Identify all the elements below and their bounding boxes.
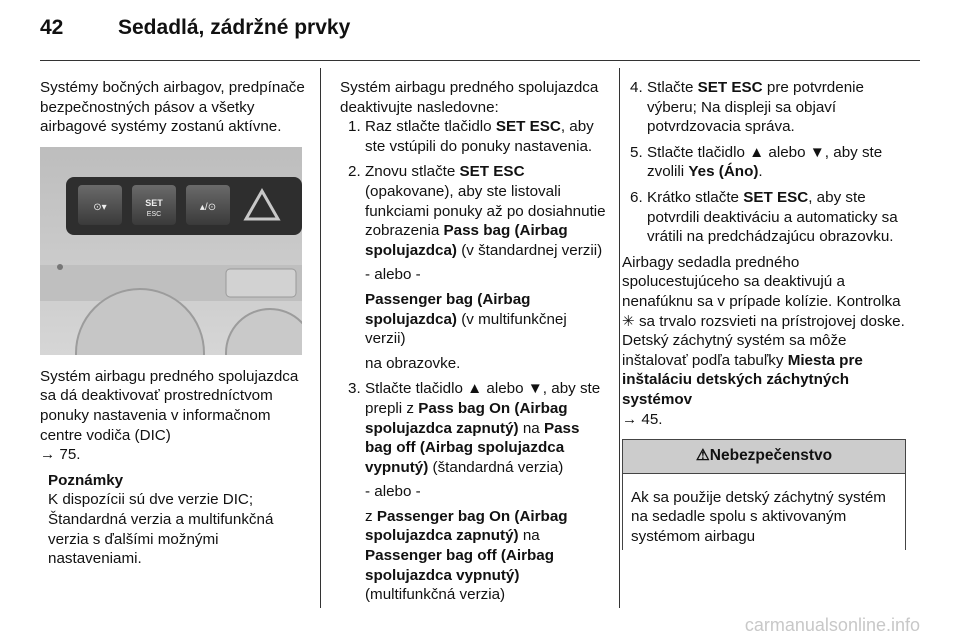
step-item: 1. Raz stlačte tlačidlo SET ESC, aby ste vstúpili do ponuky nastavenia.	[348, 118, 594, 155]
airbag-off-icon: ✳	[622, 312, 635, 330]
note-text: K dispozícii sú dve verzie DIC; Štandardná verzia a multifunkčná verzia s ďalšími možnými nastaveniami.	[48, 491, 274, 568]
column-divider	[320, 68, 321, 608]
note-title: Poznámky	[48, 471, 124, 489]
danger-title: Nebezpečenstvo	[709, 447, 833, 465]
page-reference: → 45.	[622, 410, 663, 428]
dashboard-illustration	[40, 147, 302, 355]
warning-icon: ⚠	[695, 447, 710, 465]
watermark: carmanualsonline.info	[744, 615, 920, 635]
button-label: ⊙▾	[93, 201, 107, 213]
danger-text: Ak sa použije detský záchytný systém na sedadle spolu s aktivovaným systémom airbagu	[631, 488, 886, 545]
page-header	[40, 16, 350, 40]
steps-list	[340, 117, 608, 605]
danger-header	[623, 440, 905, 474]
step-item: 2. Znovu stlačte SET ESC (opakovane), aby ste listovali funkciami ponuky až po dosiahnutie zobrazenia Pass bag (Airbag spolujazdca) (v štandardnej verzii) - alebo - Passenger bag (Airbag spolujazdca) (v multifunkčnej verzii) na obrazovke.	[340, 162, 608, 373]
header-rule	[40, 60, 920, 61]
steps-list	[622, 78, 906, 247]
step-item: 4. Stlačte SET ESC pre potvrdenie výberu; Na displeji sa objaví potvrdzovacia správa.	[630, 79, 864, 136]
step-item: 5. Stlačte tlačidlo ▲ alebo ▼, aby ste zvolili Yes (Áno).	[630, 143, 883, 181]
deactivation-paragraph: Systém airbagu predného spolujazdca sa dá deaktivovať prostredníctvom ponuky nastavenia v informačnom centre vodiča (DIC) → 75.	[40, 367, 299, 464]
button-label: ESC	[146, 210, 162, 218]
button-label: ▴/⊙	[199, 201, 217, 213]
column-1	[40, 78, 308, 569]
page-number: 42	[40, 16, 64, 39]
or-separator: - alebo -	[365, 483, 421, 501]
button-label: SET	[145, 197, 163, 208]
page-reference: → 75.	[40, 446, 81, 464]
column-2	[340, 78, 608, 611]
column-divider	[619, 68, 620, 608]
note-box	[48, 471, 308, 569]
column-3	[622, 78, 906, 550]
airbag-info-paragraph: Airbagy sedadla predného spolucestujúceho sa deaktivujú a nenafúknu sa v prípade kolízie. Kontrolka ✳ sa trvalo rozsvieti na prístrojovej doske. Detský záchytný systém sa môže inštalovať podľa tabuľky Miesta pre inštaláciu detských záchytných systémov → 45.	[622, 253, 905, 428]
danger-box	[622, 439, 906, 550]
step-item: 3. Stlačte tlačidlo ▲ alebo ▼, aby ste prepli z Pass bag On (Airbag spolujazdca zapnutý) na Pass bag off (Airbag spolujazdca vypnutý) (štandardná verzia) - alebo - z Passenger bag On (Airbag spolujazdca zapnutý) na Passenger bag off (Airbag spolujazdca vypnutý) (multifunkčná verzia)	[340, 379, 608, 605]
step-item: 6. Krátko stlačte SET ESC, aby ste potvrdili deaktiváciu a automaticky sa vrátili na predchádzajúcu obrazovku.	[630, 188, 898, 246]
intro-paragraph: Systémy bočných airbagov, predpínače bezpečnostných pásov a všetky airbagové systémy zostanú aktívne.	[40, 79, 305, 136]
page-title: Sedadlá, zádržné prvky	[118, 16, 351, 39]
steps-intro: Systém airbagu predného spolujazdca deaktivujte nasledovne:	[340, 79, 599, 116]
dashboard-photo	[40, 147, 302, 355]
or-separator: - alebo -	[365, 266, 421, 284]
